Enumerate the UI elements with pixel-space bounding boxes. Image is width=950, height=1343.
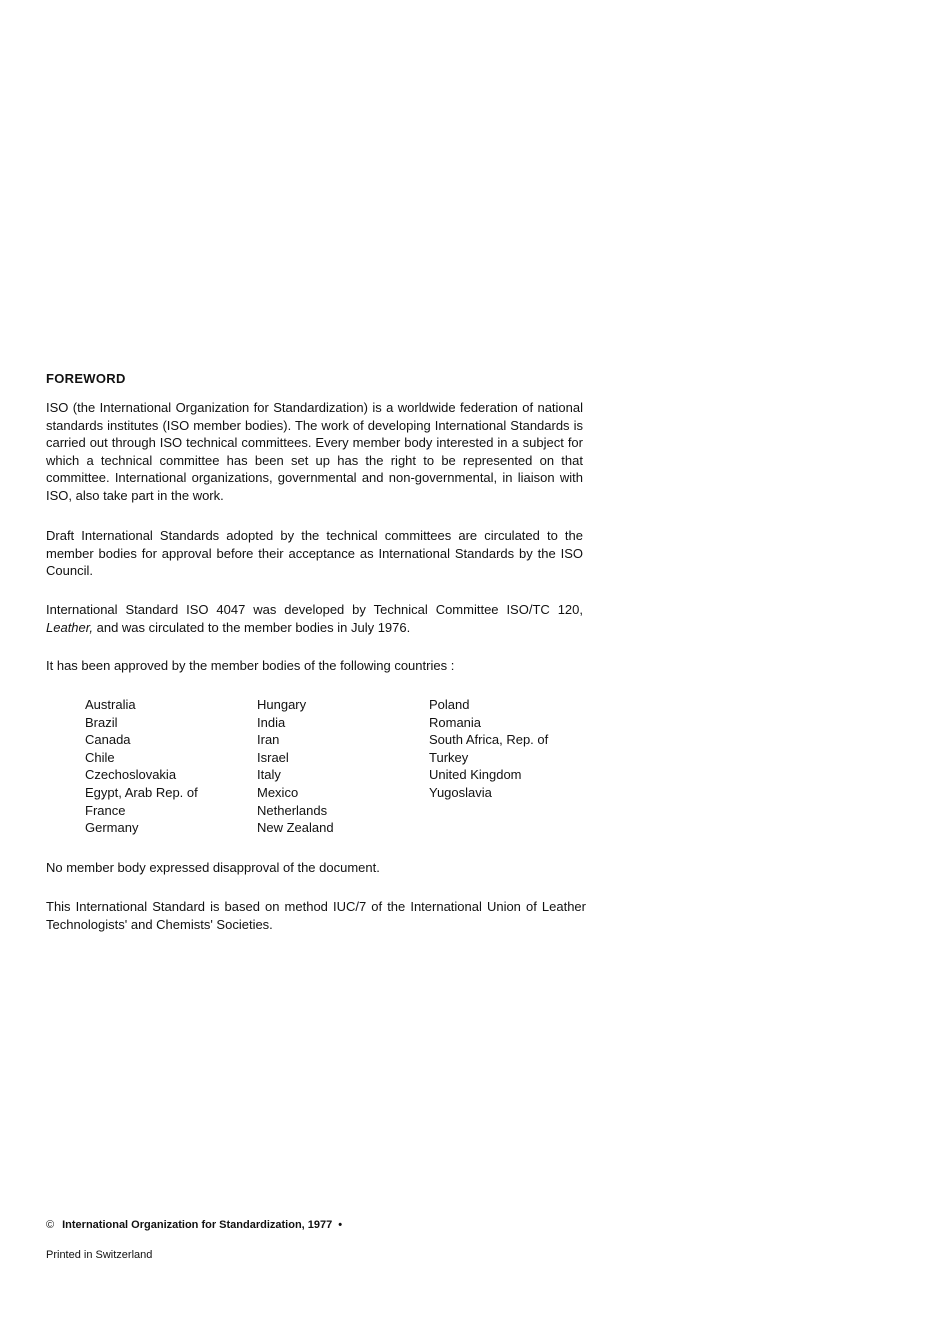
country-item: Yugoslavia [429, 784, 492, 800]
country-item: Iran [257, 732, 280, 748]
basis-note: This International Standard is based on method IUC/7 of the International Union of Leather Technologists' and Chemists' Societies. [46, 899, 586, 932]
copyright-text: International Organization for Standardization, 1977 [62, 1219, 333, 1231]
copyright-line [46, 1219, 342, 1231]
country-item: New Zealand [257, 820, 334, 836]
country-item: Germany [85, 820, 139, 836]
country-item: Israel [257, 749, 289, 765]
country-item: Egypt, Arab Rep. of [85, 784, 198, 800]
development-text-before: International Standard ISO 4047 was developed by Technical Committee ISO/TC 120, [46, 602, 583, 617]
committee-title-italic: Leather, [46, 619, 93, 635]
country-item: United Kingdom [429, 767, 522, 783]
country-item: France [85, 802, 126, 818]
country-item: Hungary [257, 697, 307, 712]
disapproval-note: No member body expressed disapproval of the document. [46, 860, 380, 875]
countries-column-1 [85, 696, 257, 837]
country-item: Canada [85, 732, 131, 748]
country-item: India [257, 714, 286, 730]
country-item: Czechoslovakia [85, 767, 177, 783]
country-item: Australia [85, 697, 136, 712]
development-text-after: and was circulated to the member bodies in July 1976. [93, 619, 411, 635]
country-item: Turkey [429, 749, 469, 765]
printed-in-note: Printed in Switzerland [46, 1249, 153, 1261]
countries-column-2 [257, 696, 429, 837]
countries-column-3 [429, 696, 601, 837]
country-item: Romania [429, 714, 482, 730]
foreword-paragraph-development [46, 601, 583, 636]
country-item: Poland [429, 697, 470, 712]
country-item: Brazil [85, 714, 118, 730]
country-item: Mexico [257, 784, 299, 800]
foreword-heading: FOREWORD [46, 371, 126, 386]
country-item: Netherlands [257, 802, 328, 818]
country-item: Chile [85, 749, 115, 765]
approving-countries-list [85, 696, 601, 837]
copyright-symbol: © [46, 1219, 55, 1231]
country-item: South Africa, Rep. of [429, 732, 549, 748]
approval-intro: It has been approved by the member bodies of the following countries : [46, 658, 455, 673]
bullet-mark: • [338, 1219, 343, 1231]
foreword-paragraph-draft-standards: Draft International Standards adopted by the technical committees are circulated to the member bodies for approval before their acceptance as International Standards by the ISO Council. [46, 528, 583, 579]
foreword-paragraph-iso-intro: ISO (the International Organization for Standardization) is a worldwide federation of national standards institutes (ISO member bodies). The work of developing International Standards is carried out through ISO technical committees. Every member body interested in a subject for which a technical committee has been set up has the right to be represented on that committee. International organizations, governmental and non-governmental, in liaison with ISO, also take part in the work. [46, 400, 583, 503]
country-item: Italy [257, 767, 281, 783]
